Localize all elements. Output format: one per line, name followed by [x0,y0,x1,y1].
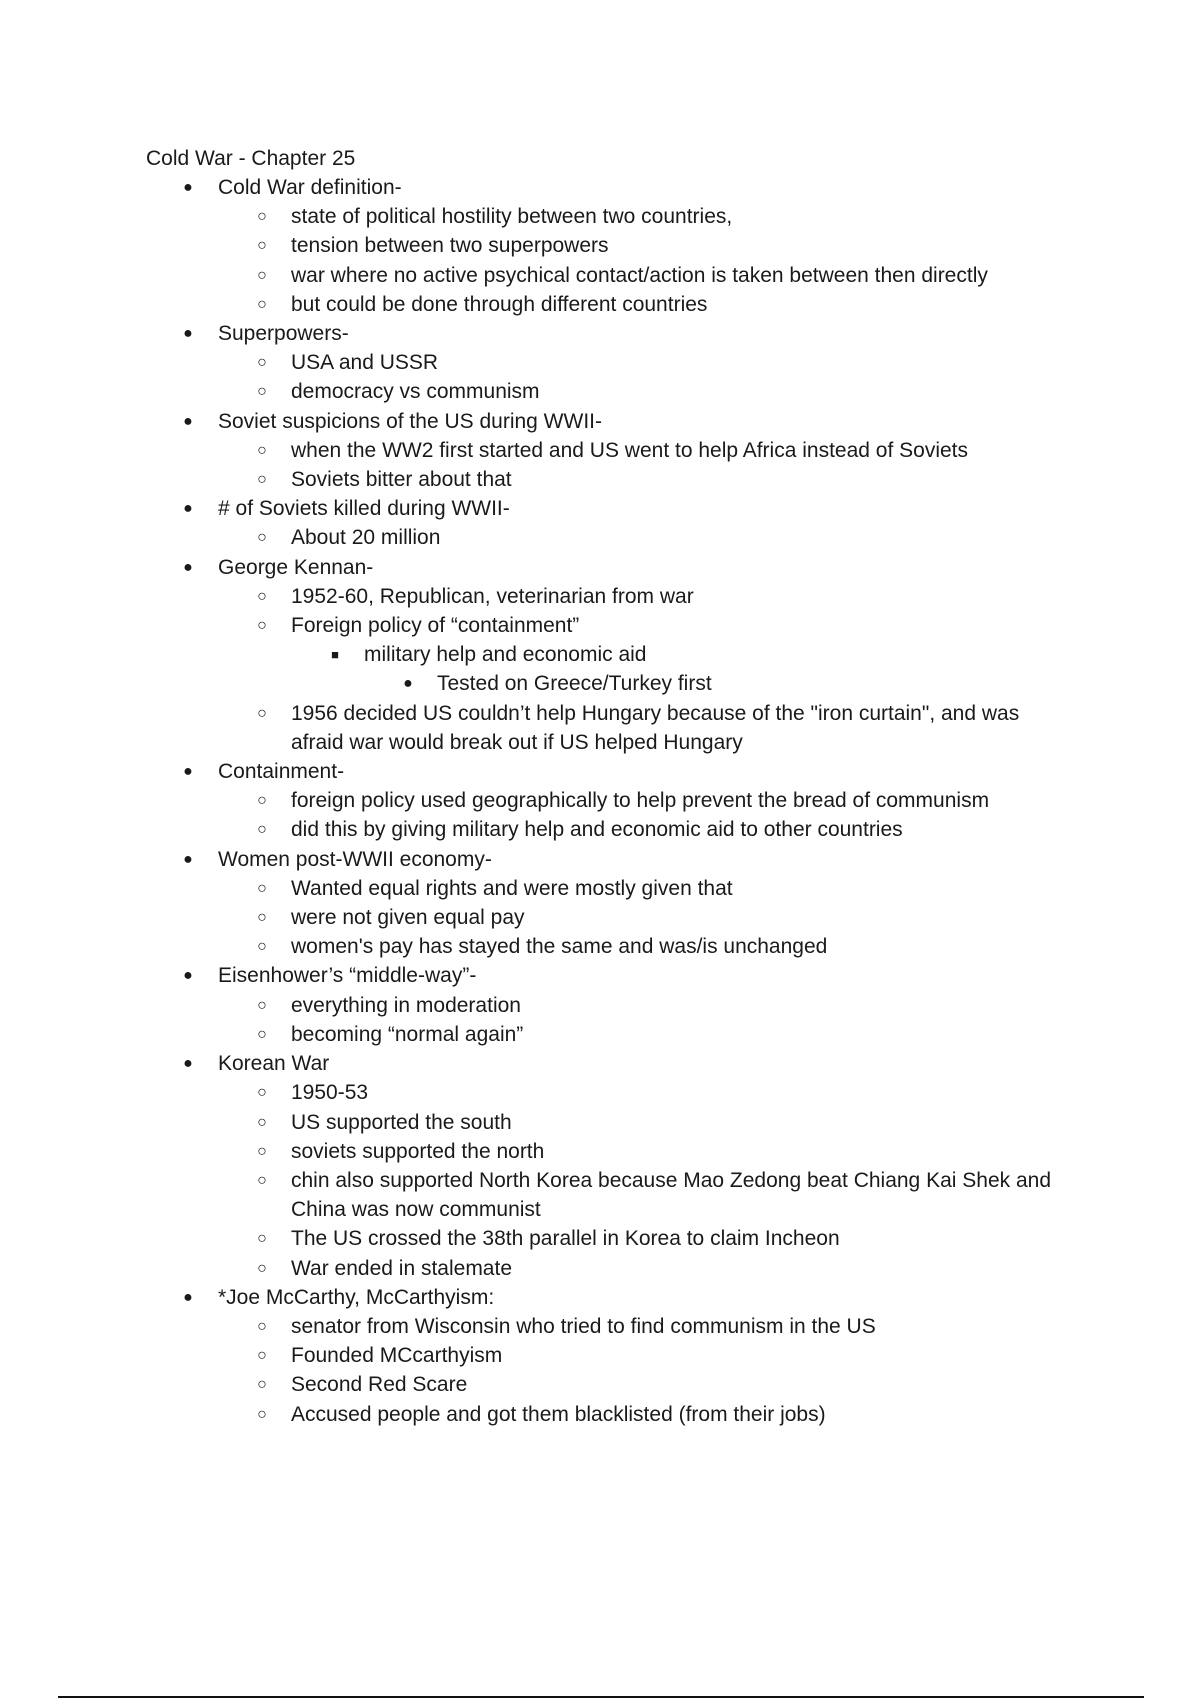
outline-item-level-2 [0,202,1200,231]
outline-item-level-1 [0,1049,1200,1078]
bullet-circle-icon: ○ [257,909,267,927]
bullet-circle-icon: ○ [257,792,267,810]
page-title: Cold War - Chapter 25 [146,147,356,170]
outline-item-level-2 [0,1108,1200,1137]
outline-item-level-2 [0,231,1200,260]
outline-item-text: Tested on Greece/Turkey first [437,672,712,696]
outline-item-level-2 [0,436,1071,465]
bullet-circle-icon: ○ [257,1142,267,1160]
outline-item-level-2 [0,1166,1071,1224]
outline-item-level-2 [0,932,1200,961]
outline-item-level-2 [0,1312,1200,1341]
notes-outline [0,173,1200,1429]
outline-item-level-1 [0,961,1200,990]
outline-item-text: Korean War [218,1052,330,1076]
bullet-disc-icon: ● [183,1288,193,1306]
bullet-disc-icon: ● [183,763,193,781]
outline-item-text: did this by giving military help and economic aid to other countries [291,818,903,842]
outline-item-level-2 [0,903,1200,932]
outline-item-level-2 [0,1137,1200,1166]
outline-item-text: tension between two superpowers [291,234,609,258]
outline-item-text: About 20 million [291,526,441,550]
outline-item-level-2 [0,874,1200,903]
outline-item-text: Founded MCcarthyism [291,1344,503,1368]
outline-item-text: Second Red Scare [291,1373,468,1397]
bullet-circle-icon: ○ [257,1230,267,1248]
bullet-circle-icon: ○ [257,587,267,605]
bullet-disc-icon: ● [403,675,413,693]
bullet-circle-icon: ○ [257,996,267,1014]
outline-item-text: when the WW2 first started and US went to help Africa instead of Soviets [291,438,968,462]
outline-item-text: Soviet suspicions of the US during WWII- [218,409,602,433]
outline-item-text: Foreign policy of “containment” [291,614,580,638]
outline-item-text: were not given equal pay [291,906,525,930]
outline-item-text: US supported the south [291,1110,512,1134]
outline-item-text: state of political hostility between two countries, [291,205,733,229]
outline-item-text: Eisenhower’s “middle-way”- [218,964,477,988]
outline-item-text: chin also supported North Korea because Mao Zedong beat Chiang Kai Shek and China was now communist [291,1168,1051,1222]
outline-item-level-2 [0,699,1071,757]
bullet-disc-icon: ● [183,412,193,430]
bullet-circle-icon: ○ [257,1113,267,1131]
bullet-circle-icon: ○ [257,704,267,722]
outline-item-text: USA and USSR [291,351,439,375]
outline-item-level-1 [0,1283,1200,1312]
outline-item-level-2 [0,290,1200,319]
outline-item-level-2 [0,1341,1200,1370]
outline-item-text: George Kennan- [218,555,374,579]
bullet-circle-icon: ○ [257,208,267,226]
bullet-square-icon: ■ [331,647,339,663]
outline-item-level-2 [0,1020,1200,1049]
outline-item-level-2 [0,1400,1200,1429]
bullet-circle-icon: ○ [257,383,267,401]
outline-item-text: everything in moderation [291,993,521,1017]
outline-item-text: 1956 decided US couldn’t help Hungary because of the "iron curtain", and was afraid war would break out if US helped Hungary [291,701,1020,754]
outline-item-text: The US crossed the 38th parallel in Korea to claim Incheon [291,1227,840,1251]
bullet-circle-icon: ○ [257,821,267,839]
outline-item-text: foreign policy used geographically to help prevent the bread of communism [291,789,990,813]
bullet-circle-icon: ○ [257,1084,267,1102]
bullet-circle-icon: ○ [257,471,267,489]
bullet-circle-icon: ○ [257,441,267,459]
outline-item-level-1 [0,407,1200,436]
bullet-disc-icon: ● [183,850,193,868]
bullet-disc-icon: ● [183,967,193,985]
outline-item-level-2 [0,1370,1200,1399]
bullet-circle-icon: ○ [257,1259,267,1277]
bullet-circle-icon: ○ [257,1317,267,1335]
outline-item-level-2 [0,1078,1200,1107]
outline-item-text: women's pay has stayed the same and was/is unchanged [291,935,828,959]
outline-item-text: 1950-53 [291,1081,369,1105]
outline-item-level-1 [0,845,1200,874]
outline-item-text: war where no active psychical contact/action is taken between then directly [291,263,988,287]
outline-item-level-1 [0,173,1200,202]
outline-item-level-2 [0,465,1200,494]
bullet-circle-icon: ○ [257,1405,267,1423]
bullet-disc-icon: ● [183,558,193,576]
outline-item-text: Superpowers- [218,322,349,346]
outline-item-level-1 [0,494,1200,523]
bullet-circle-icon: ○ [257,237,267,255]
bullet-circle-icon: ○ [257,1025,267,1043]
bullet-disc-icon: ● [183,1055,193,1073]
outline-item-text: 1952-60, Republican, veterinarian from war [291,584,694,608]
bullet-circle-icon: ○ [257,1171,267,1189]
bullet-disc-icon: ● [183,500,193,518]
outline-item-text: but could be done through different countries [291,292,708,316]
outline-item-level-1 [0,553,1200,582]
outline-item-level-2 [0,1224,1200,1253]
outline-item-level-1 [0,319,1200,348]
outline-item-level-2 [0,261,1071,290]
outline-item-text: Containment- [218,760,345,784]
bullet-circle-icon: ○ [257,1376,267,1394]
outline-item-level-2 [0,786,1071,815]
outline-item-level-2 [0,377,1200,406]
outline-item-level-1 [0,757,1200,786]
outline-item-level-4 [0,669,1200,698]
bullet-circle-icon: ○ [257,354,267,372]
outline-item-level-2 [0,991,1200,1020]
outline-item-level-2 [0,1254,1200,1283]
bullet-circle-icon: ○ [257,617,267,635]
outline-item-text: War ended in stalemate [291,1256,513,1280]
outline-item-level-2 [0,523,1200,552]
bullet-circle-icon: ○ [257,295,267,313]
bullet-circle-icon: ○ [257,938,267,956]
outline-item-level-2 [0,815,1200,844]
page-bottom-rule [58,1696,1144,1698]
bullet-circle-icon: ○ [257,1347,267,1365]
outline-item-level-3 [0,640,1200,669]
outline-item-text: senator from Wisconsin who tried to find communism in the US [291,1314,876,1338]
bullet-circle-icon: ○ [257,529,267,547]
outline-item-level-2 [0,348,1200,377]
outline-item-text: Cold War definition- [218,176,402,199]
outline-item-text: # of Soviets killed during WWII- [218,497,510,521]
outline-item-text: becoming “normal again” [291,1022,524,1046]
outline-item-text: soviets supported the north [291,1139,545,1163]
outline-item-text: Wanted equal rights and were mostly given that [291,876,733,900]
outline-item-level-2 [0,611,1200,640]
bullet-disc-icon: ● [183,179,193,196]
outline-item-text: *Joe McCarthy, McCarthyism: [218,1285,495,1309]
outline-item-text: Accused people and got them blacklisted (from their jobs) [291,1402,826,1426]
outline-item-text: Women post-WWII economy- [218,847,492,871]
outline-item-text: democracy vs communism [291,380,540,404]
outline-item-level-2 [0,582,1200,611]
bullet-disc-icon: ● [183,325,193,343]
bullet-circle-icon: ○ [257,879,267,897]
bullet-circle-icon: ○ [257,266,267,284]
outline-item-text: military help and economic aid [364,643,647,667]
outline-item-text: Soviets bitter about that [291,468,512,492]
